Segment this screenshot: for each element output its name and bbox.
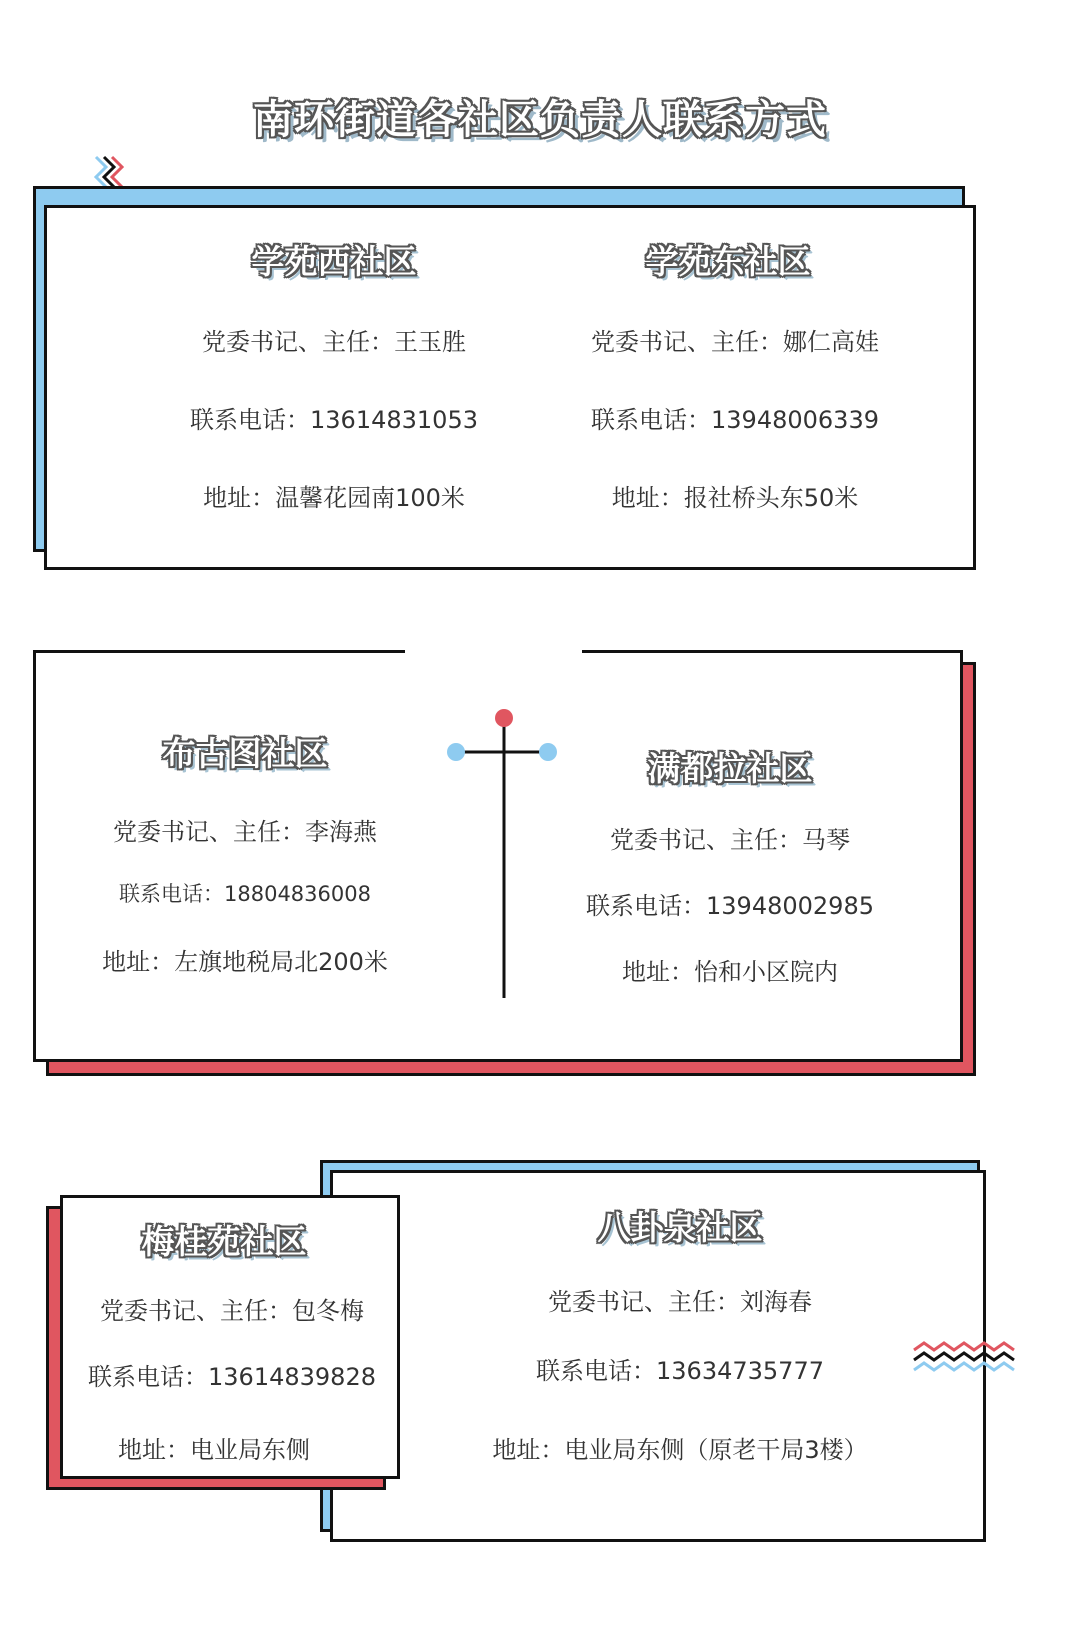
community-name: 满都拉社区 — [647, 749, 813, 788]
page-title: 南环街道各社区负责人联系方式 — [253, 97, 827, 143]
secretary-text: 党委书记、主任：王玉胜 — [202, 328, 466, 356]
connector-decoration — [440, 705, 570, 1005]
phone-text: 联系电话：13948002985 — [586, 892, 874, 920]
card-section-1 — [44, 205, 976, 570]
address-text: 地址：左旗地税局北200米 — [102, 948, 388, 976]
secretary-text: 党委书记、主任：包冬梅 — [100, 1297, 364, 1325]
secretary-text: 党委书记、主任：李海燕 — [113, 818, 377, 846]
community-name: 梅桂苑社区 — [141, 1222, 307, 1261]
community-name: 八卦泉社区 — [597, 1208, 763, 1247]
phone-text: 联系电话：13614839828 — [88, 1363, 376, 1391]
phone-text: 联系电话：18804836008 — [119, 882, 371, 906]
address-text: 地址：电业局东侧（原老干局3楼） — [492, 1436, 868, 1464]
card-top-border — [582, 650, 963, 653]
address-text: 地址：怡和小区院内 — [622, 958, 838, 986]
address-text: 地址：电业局东侧 — [118, 1436, 310, 1464]
phone-text: 联系电话：13614831053 — [190, 406, 478, 434]
secretary-text: 党委书记、主任：刘海春 — [548, 1288, 812, 1316]
phone-text: 联系电话：13634735777 — [536, 1357, 824, 1385]
address-text: 地址：温馨花园南100米 — [203, 484, 465, 512]
phone-text: 联系电话：13948006339 — [591, 406, 879, 434]
address-text: 地址：报社桥头东50米 — [611, 484, 859, 512]
secretary-text: 党委书记、主任：娜仁高娃 — [591, 328, 879, 356]
secretary-text: 党委书记、主任：马琴 — [610, 826, 850, 854]
community-name: 布古图社区 — [162, 734, 328, 773]
community-name: 学苑西社区 — [251, 242, 417, 281]
community-name: 学苑东社区 — [645, 242, 811, 281]
card-top-border — [33, 650, 405, 653]
zigzag-decoration — [912, 1340, 1016, 1380]
